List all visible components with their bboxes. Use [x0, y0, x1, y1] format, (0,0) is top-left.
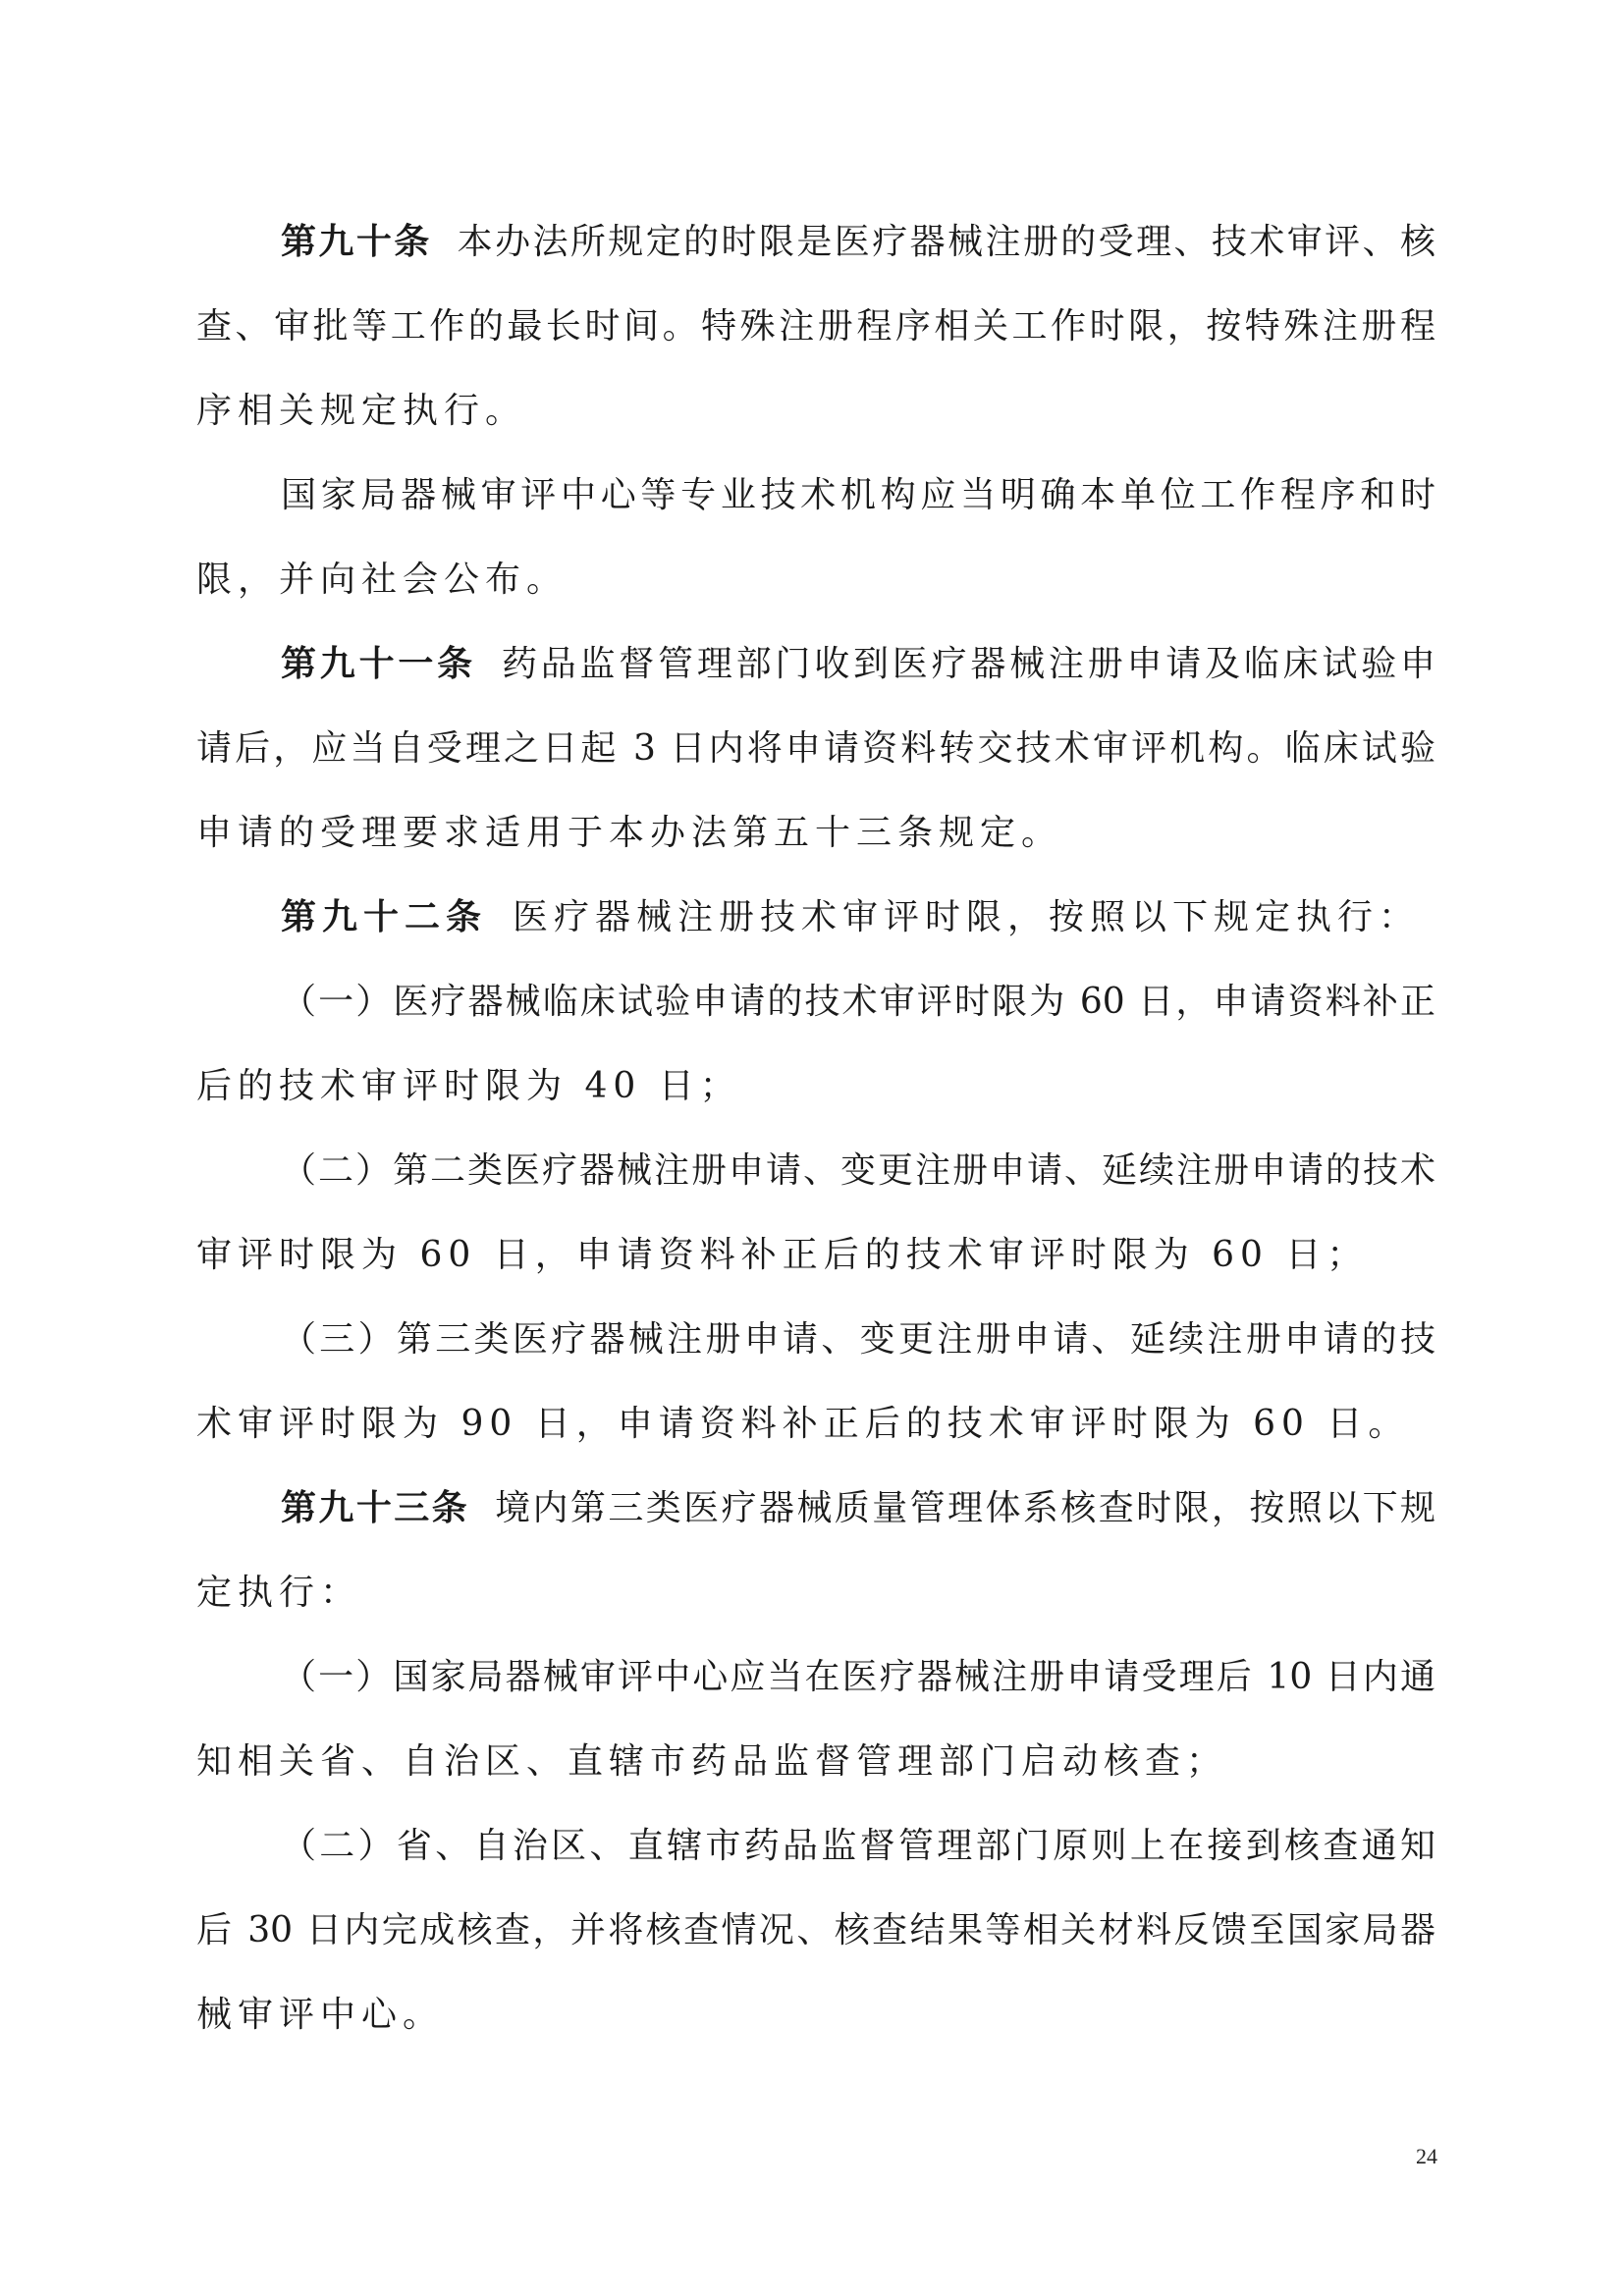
text-line — [281, 1149, 1435, 1193]
line-text: （三）第三类医疗器械注册申请、变更注册申请、延续注册申请的技 — [281, 1319, 1435, 1360]
text-line — [281, 1825, 1435, 1868]
text-line — [196, 1572, 1435, 1615]
article-heading: 第九十二条 — [281, 897, 488, 937]
text-line — [281, 643, 1435, 686]
text-line — [196, 1909, 1435, 1952]
text-line — [281, 1656, 1435, 1699]
text-line — [196, 1065, 1435, 1108]
line-text: 境内第三类医疗器械质量管理体系核查时限，按照以下规 — [495, 1488, 1435, 1528]
line-text: （一）国家局器械审评中心应当在医疗器械注册申请受理后 10 日内通 — [281, 1657, 1435, 1697]
text-line — [196, 390, 1435, 433]
text-line — [196, 1403, 1435, 1446]
line-text: 后 30 日内完成核查，并将核查情况、核查结果等相关材料反馈至国家局器 — [196, 1910, 1435, 1950]
line-text: （二）第二类医疗器械注册申请、变更注册申请、延续注册申请的技术 — [281, 1150, 1435, 1191]
page-number: 24 — [1416, 2144, 1437, 2168]
line-text: 审评时限为 60 日，申请资料补正后的技术审评时限为 60 日； — [196, 1235, 1369, 1275]
article-heading: 第九十条 — [281, 222, 432, 262]
line-text: 查、审批等工作的最长时间。特殊注册程序相关工作时限，按特殊注册程 — [196, 306, 1435, 347]
text-line — [196, 559, 1435, 602]
text-line — [281, 1487, 1435, 1530]
line-text: 国家局器械审评中心等专业技术机构应当明确本单位工作程序和时 — [281, 475, 1435, 515]
line-text: 申请的受理要求适用于本办法第五十三条规定。 — [196, 813, 1063, 853]
article-heading: 第九十三条 — [281, 1488, 470, 1528]
line-text: 械审评中心。 — [196, 1995, 445, 2035]
text-line — [281, 474, 1435, 517]
line-text: 本办法所规定的时限是医疗器械注册的受理、技术审评、核 — [457, 222, 1435, 262]
line-text: 术审评时限为 90 日，申请资料补正后的技术审评时限为 60 日。 — [196, 1404, 1410, 1444]
line-text: 医疗器械注册技术审评时限，按照以下规定执行： — [513, 897, 1421, 937]
line-text: （二）省、自治区、直辖市药品监督管理部门原则上在接到核查通知 — [281, 1826, 1435, 1866]
line-text: 知相关省、自治区、直辖市药品监督管理部门启动核查； — [196, 1741, 1228, 1782]
text-line — [281, 896, 1435, 939]
text-line — [196, 1234, 1435, 1277]
line-text: 定执行： — [196, 1573, 362, 1613]
line-text: （一）医疗器械临床试验申请的技术审评时限为 60 日，申请资料补正 — [281, 982, 1435, 1022]
text-line — [281, 981, 1435, 1024]
text-line — [196, 1740, 1435, 1784]
line-text: 限，并向社会公布。 — [196, 560, 568, 600]
text-line — [196, 1994, 1435, 2037]
article-heading: 第九十一条 — [281, 644, 476, 684]
text-line — [196, 305, 1435, 348]
line-text: 请后，应当自受理之日起 3 日内将申请资料转交技术审评机构。临床试验 — [196, 728, 1435, 769]
text-line — [281, 221, 1435, 264]
text-line — [196, 812, 1435, 855]
line-text: 药品监督管理部门收到医疗器械注册申请及临床试验申 — [501, 644, 1435, 684]
line-text: 后的技术审评时限为 40 日； — [196, 1066, 741, 1106]
text-line — [281, 1318, 1435, 1362]
line-text: 序相关规定执行。 — [196, 391, 527, 431]
text-line — [196, 727, 1435, 771]
